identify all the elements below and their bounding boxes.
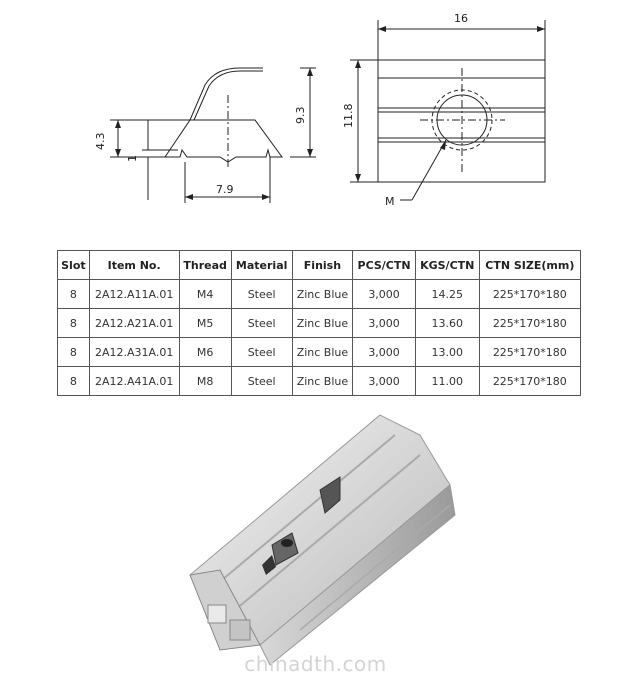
table-cell: M8: [179, 367, 231, 396]
table-cell: 8: [58, 367, 90, 396]
table-cell: 225*170*180: [479, 338, 580, 367]
table-cell: 8: [58, 280, 90, 309]
table-cell: 2A12.A41A.01: [89, 367, 179, 396]
dim-slot-width-label: 7.9: [216, 183, 234, 196]
table-cell: 2A12.A11A.01: [89, 280, 179, 309]
table-cell: Steel: [231, 338, 292, 367]
table-cell: 2A12.A21A.01: [89, 309, 179, 338]
table-cell: Zinc Blue: [292, 338, 353, 367]
table-cell: 14.25: [415, 280, 479, 309]
table-row: [58, 280, 581, 309]
header-cell: PCS/CTN: [353, 251, 416, 280]
table-cell: 11.00: [415, 367, 479, 396]
table-cell: M5: [179, 309, 231, 338]
table-cell: 8: [58, 338, 90, 367]
table-cell: 225*170*180: [479, 280, 580, 309]
table-cell: Steel: [231, 280, 292, 309]
table-cell: 225*170*180: [479, 309, 580, 338]
dim-width-label: 16: [454, 12, 468, 25]
table-cell: 3,000: [353, 309, 416, 338]
header-cell: Item No.: [89, 251, 179, 280]
dim-base-step-label: 1: [126, 155, 139, 162]
table-cell: 8: [58, 309, 90, 338]
header-cell: Slot: [58, 251, 90, 280]
table-row: [58, 367, 581, 396]
nut-side-profile: [165, 120, 282, 162]
table-cell: M6: [179, 338, 231, 367]
table-cell: 3,000: [353, 338, 416, 367]
table-cell: Zinc Blue: [292, 367, 353, 396]
table-cell: Steel: [231, 367, 292, 396]
spec-table: [57, 250, 581, 396]
table-row: [58, 309, 581, 338]
header-cell: Material: [231, 251, 292, 280]
header-cell: KGS/CTN: [415, 251, 479, 280]
table-cell: 13.00: [415, 338, 479, 367]
table-cell: Steel: [231, 309, 292, 338]
technical-drawing: [0, 0, 631, 240]
table-cell: 2A12.A31A.01: [89, 338, 179, 367]
thread-label: M: [385, 195, 395, 208]
dim-profile-height-label: 9.3: [294, 106, 307, 124]
table-cell: M4: [179, 280, 231, 309]
header-cell: Finish: [292, 251, 353, 280]
table-row: [58, 338, 581, 367]
dim-base-height-label: 4.3: [94, 132, 107, 150]
product-photo: [180, 405, 480, 670]
table-cell: 3,000: [353, 280, 416, 309]
dim-height-label: 11.8: [342, 103, 355, 128]
table-header-row: [58, 251, 581, 280]
table-cell: 225*170*180: [479, 367, 580, 396]
header-cell: CTN SIZE(mm): [479, 251, 580, 280]
header-cell: Thread: [179, 251, 231, 280]
table-cell: Zinc Blue: [292, 309, 353, 338]
table-cell: 3,000: [353, 367, 416, 396]
table-cell: Zinc Blue: [292, 280, 353, 309]
table-cell: 13.60: [415, 309, 479, 338]
watermark: chinadth.com: [244, 652, 387, 676]
